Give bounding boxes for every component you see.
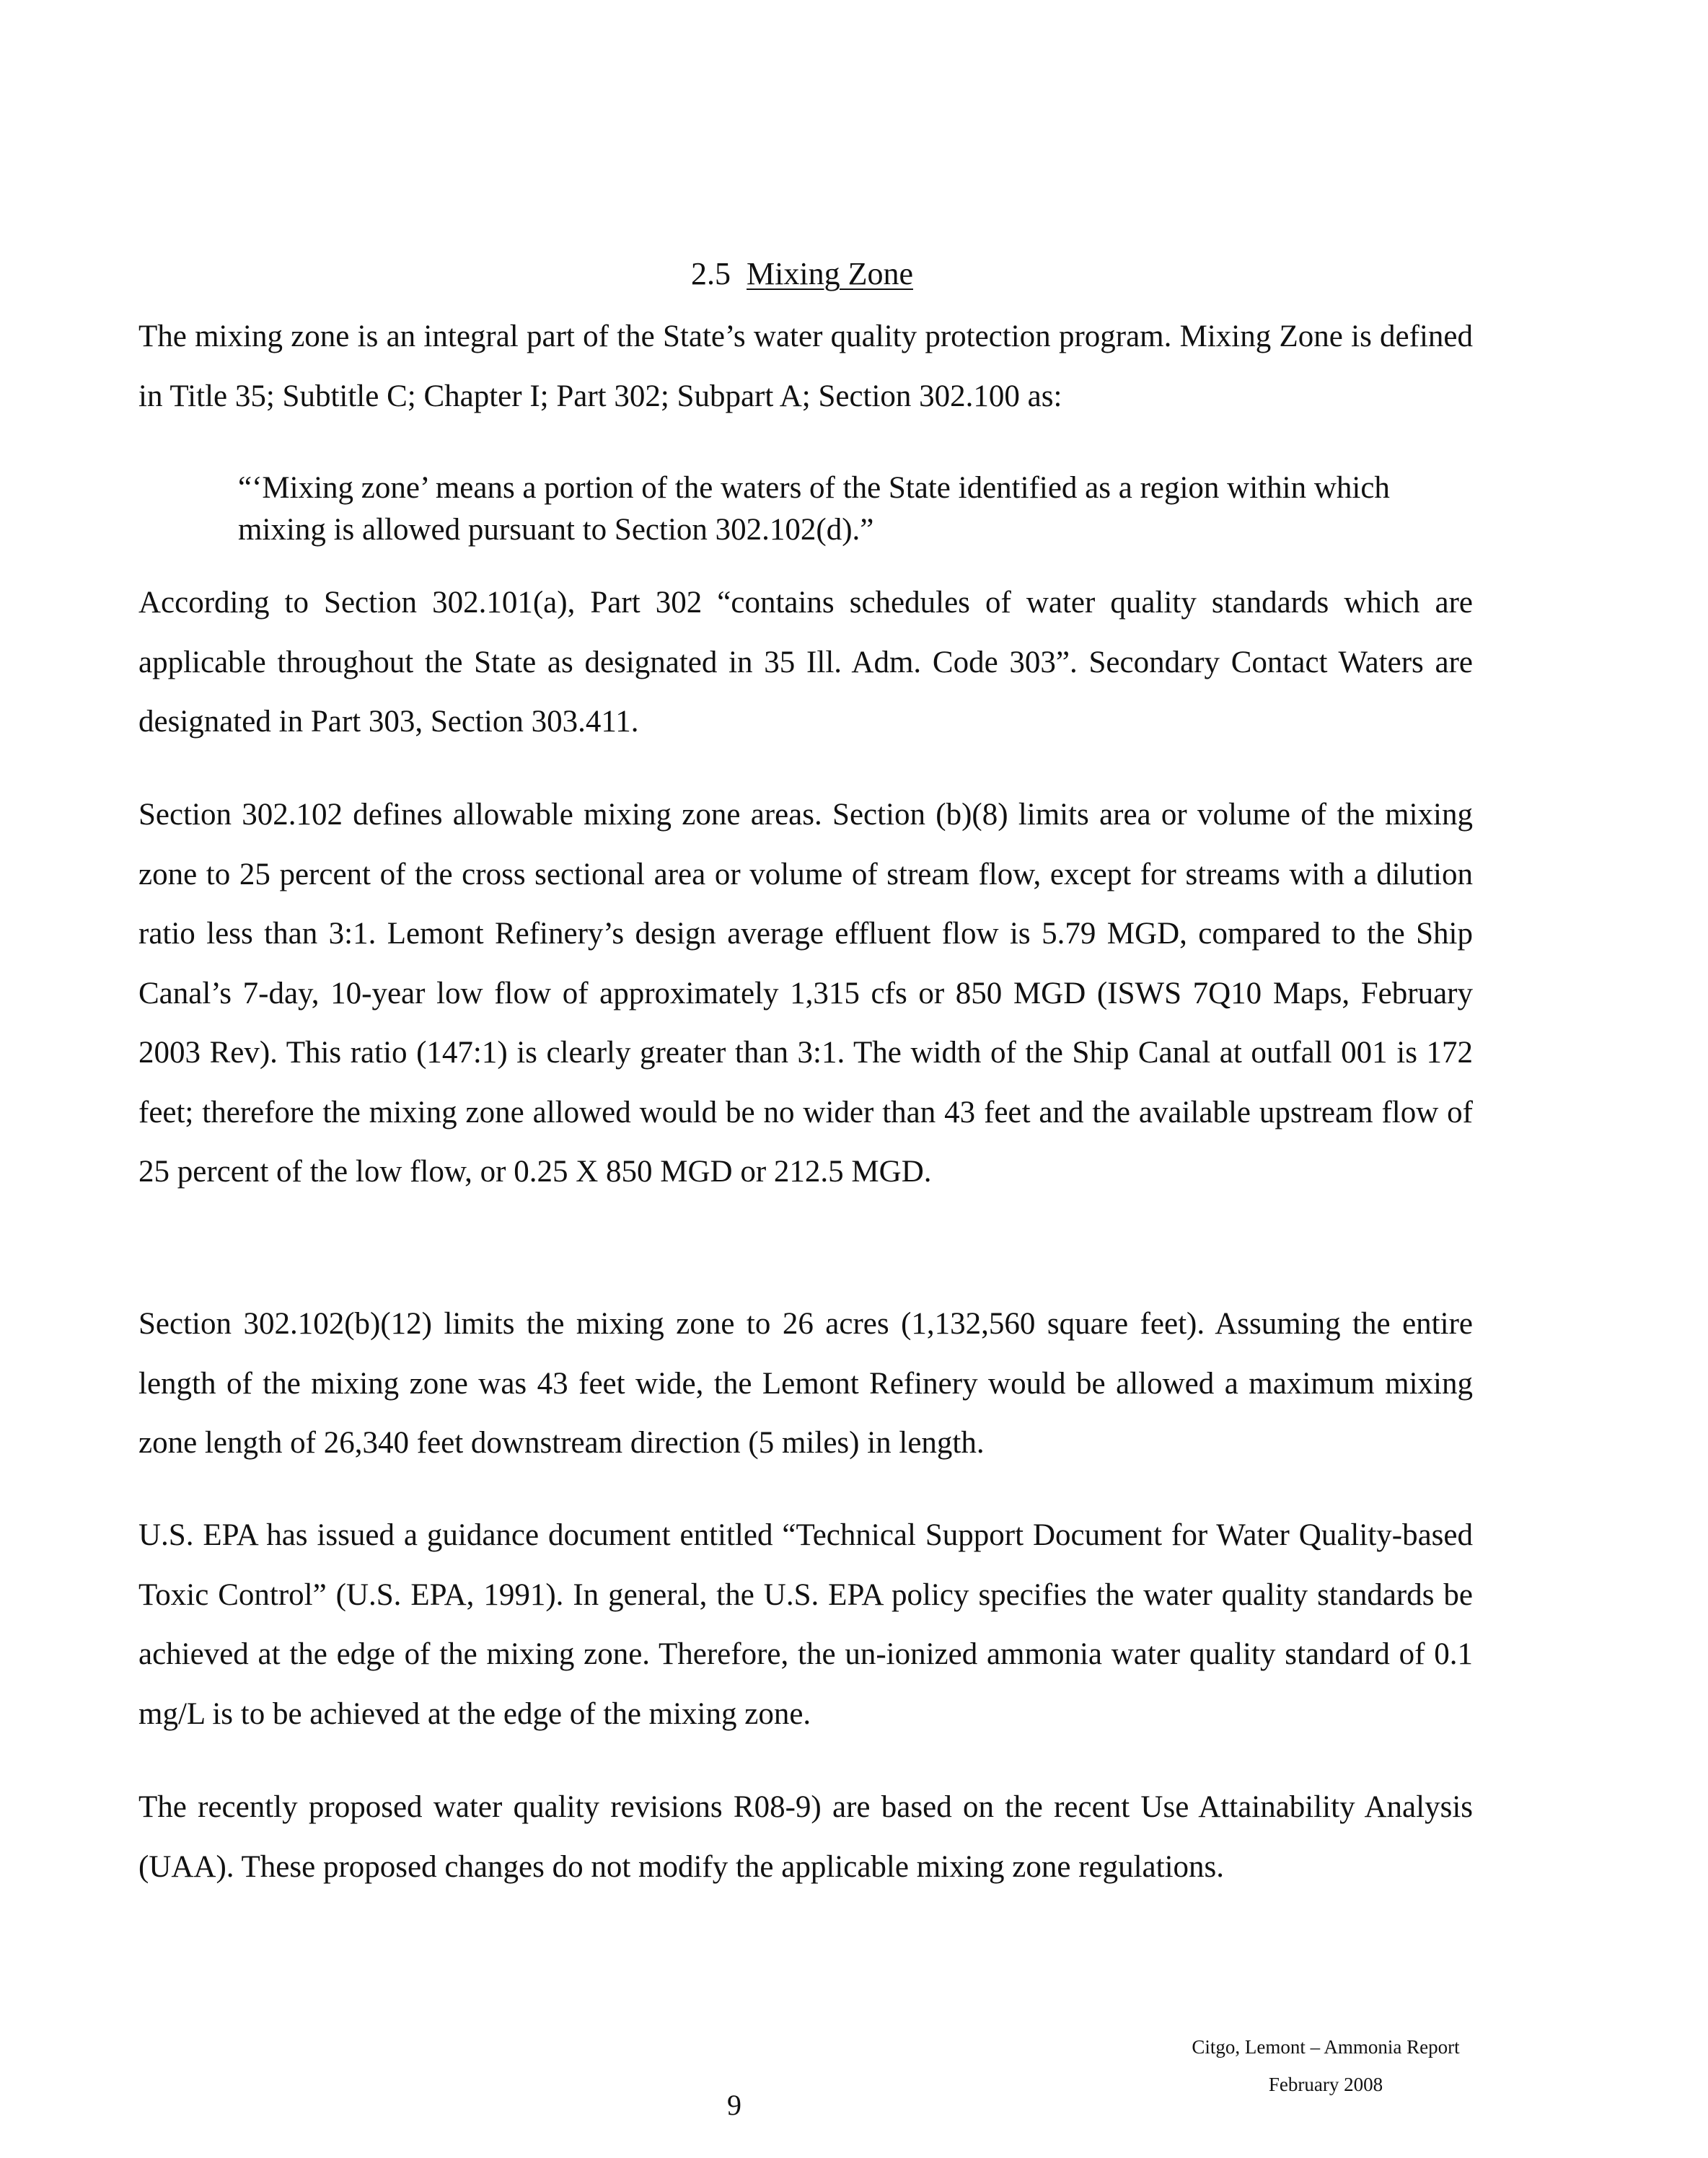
page-number: 9 (727, 2089, 741, 2121)
paragraph-intro: The mixing zone is an integral part of the State’s water quality protection program. Mixing Zone is defined in Title 35; Subtitle C; Chapter I; Part 302; Subpart A; Section 302.100 as: (138, 320, 1473, 413)
paragraph-section-302-101: According to Section 302.101(a), Part 302 “contains schedules of water quality standards which are applicable throughout the State as designated in 35 Ill. Adm. Code 303”. Secondary Contact Waters are designated in Part 303, Section 303.411. (138, 586, 1473, 739)
paragraph-proposed-revisions: The recently proposed water quality revisions R08-9) are based on the recent Use Attainability Analysis (UAA). These proposed changes do not modify the applicable mixing zone regulations. (138, 1790, 1473, 1884)
section-title: Mixing Zone (747, 256, 913, 291)
footer-report-title: Citgo, Lemont – Ammonia Report (1192, 2036, 1460, 2058)
footer-date: February 2008 (1268, 2074, 1383, 2095)
quoted-definition: “‘Mixing zone’ means a portion of the waters of the State identified as a region within which mixing is allowed pursuant to Section 302.102(d).” (238, 471, 1390, 547)
paragraph-epa-guidance: U.S. EPA has issued a guidance document entitled “Technical Support Document for Water Quality-based Toxic Control” (U.S. EPA, 1991). In general, the U.S. EPA policy specifies the water quality standards be achieved at the edge of the mixing zone. Therefore, the un-ionized ammonia water quality standard of 0.1 mg/L is to be achieved at the edge of the mixing zone. (138, 1518, 1473, 1731)
section-number: 2.5 (691, 256, 731, 291)
paragraph-mixing-zone-limit: Section 302.102(b)(12) limits the mixing zone to 26 acres (1,132,560 square feet). Assuming the entire length of the mixing zone was 43 feet wide, the Lemont Refinery would be allowed a maximum mixing zone length of 26,340 feet downstream direction (5 miles) in length. (138, 1307, 1473, 1460)
section-heading (691, 251, 913, 297)
paragraph-allowable-areas: Section 302.102 defines allowable mixing zone areas. Section (b)(8) limits area or volume of the mixing zone to 25 percent of the cross sectional area or volume of stream flow, except for streams with a dilution ratio less than 3:1. Lemont Refinery’s design average effluent flow is 5.79 MGD, compared to the Ship Canal’s 7-day, 10-year low flow of approximately 1,315 cfs or 850 MGD (ISWS 7Q10 Maps, February 2003 Rev). This ratio (147:1) is clearly greater than 3:1. The width of the Ship Canal at outfall 001 is 172 feet; therefore the mixing zone allowed would be no wider than 43 feet and the available upstream flow of 25 percent of the low flow, or 0.25 X 850 MGD or 212.5 MGD. (138, 798, 1473, 1189)
